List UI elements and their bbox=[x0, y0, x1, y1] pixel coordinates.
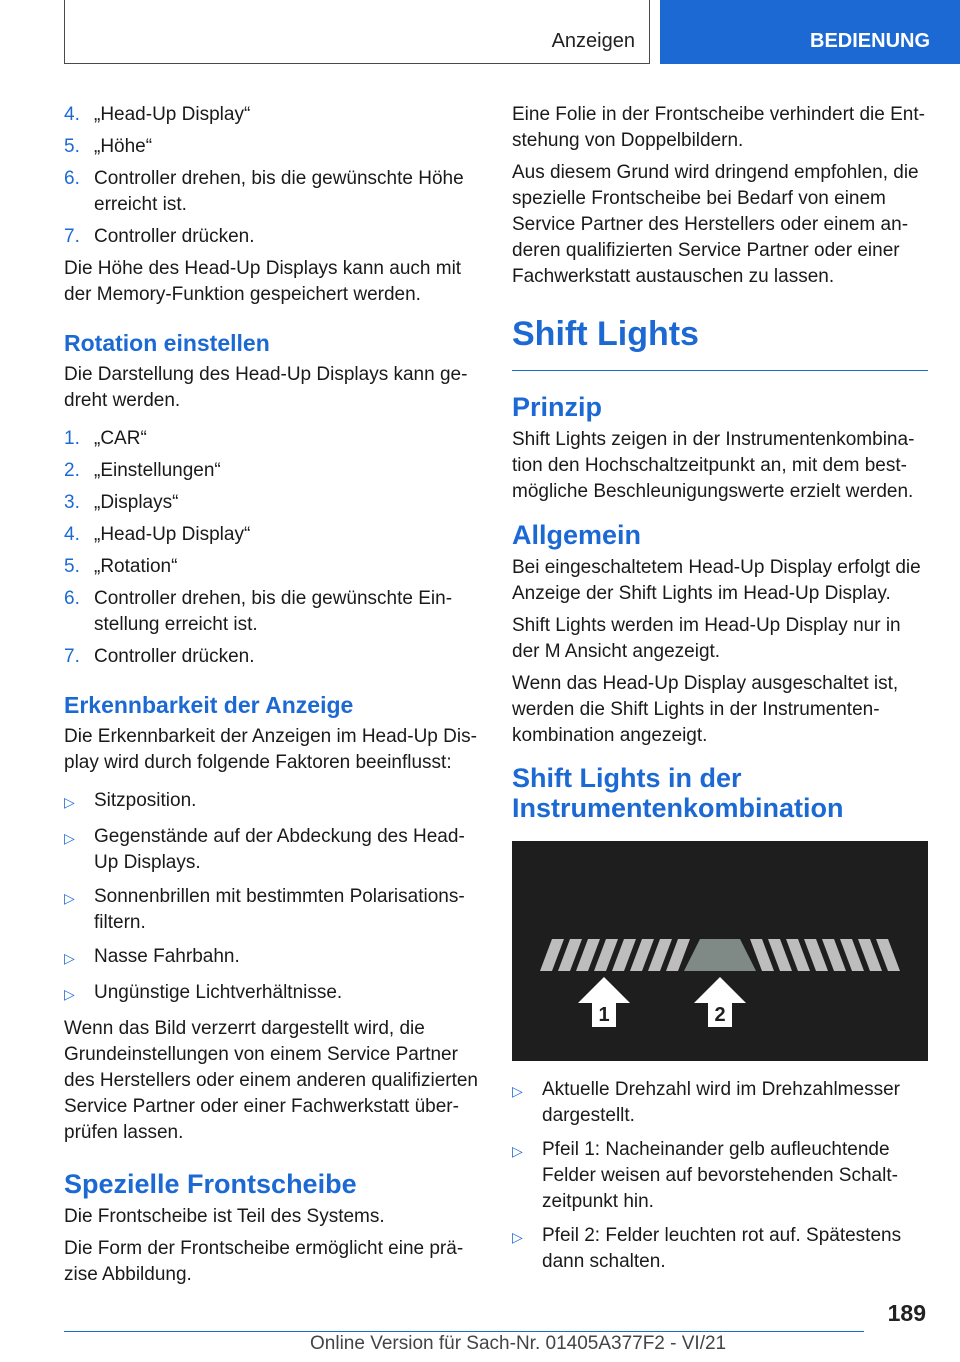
triangle-bullet-icon: ▷ bbox=[64, 986, 75, 1002]
list-item: ▷ Gegenstände auf der Abdeckung des Head-Up Displays. bbox=[64, 824, 478, 876]
steps-list-height bbox=[64, 102, 478, 250]
chapter-label: BEDIENUNG bbox=[810, 30, 931, 52]
section-label: Anzeigen bbox=[551, 30, 635, 52]
paragraph-memory: Die Höhe des Head-Up Displays kann auch mit der Memory-Funktion gespeichert werden. bbox=[64, 258, 462, 305]
step-item: 4. „Head-Up Display“ bbox=[64, 524, 251, 545]
chapter-tab bbox=[660, 0, 960, 64]
step-item: 6. Controller drehen, bis die gewünschte Einstellung erreicht ist. bbox=[64, 588, 453, 635]
step-item: 5. „Höhe“ bbox=[64, 136, 153, 157]
paragraph-empfehlung: Aus diesem Grund wird dringend empfohlen, die spezielle Frontscheibe bei Bedarf von einem Service Partner des Herstellers oder einem anderen qualifizierten Service Partner oder einer Fachwerkstatt austauschen zu lassen. bbox=[512, 162, 919, 287]
step-item: 2. „Einstellungen“ bbox=[64, 460, 221, 481]
header-box bbox=[64, 0, 650, 64]
heading-allgemein: Allgemein bbox=[512, 520, 642, 550]
left-column bbox=[64, 102, 478, 1294]
triangle-bullet-icon: ▷ bbox=[64, 890, 75, 906]
paragraph-rotation: Die Darstellung des Head-Up Displays kann gedreht werden. bbox=[64, 364, 468, 411]
step-item: 3. „Displays“ bbox=[64, 492, 179, 513]
footer-version: Online Version für Sach-Nr. 01405A377F2 - VI/21 bbox=[310, 1333, 727, 1354]
step-item: 7. Controller drücken. bbox=[64, 646, 255, 667]
step-item: 7. Controller drücken. bbox=[64, 226, 255, 247]
paragraph-prinzip: Shift Lights zeigen in der Instrumentenkombination den Hochschaltzeitpunkt an, mit dem bestmögliche Beschleunigungswerte erzielt werden. bbox=[512, 429, 915, 502]
paragraph-allgemein-2: Shift Lights werden im Head-Up Display nur in der M Ansicht angezeigt. bbox=[512, 615, 901, 662]
step-item: 5. „Rotation“ bbox=[64, 556, 178, 577]
steps-list-rotation bbox=[64, 426, 478, 670]
shift-lights-list bbox=[512, 1077, 928, 1275]
triangle-bullet-icon: ▷ bbox=[64, 794, 75, 810]
arrow-2-label: 2 bbox=[714, 1004, 726, 1026]
list-item: ▷ Pfeil 1: Nacheinander gelb aufleuchtende Felder weisen auf bevorstehenden Schaltzeitpunkt hin. bbox=[512, 1137, 928, 1215]
list-item: ▷ Nasse Fahrbahn. bbox=[64, 944, 478, 972]
paragraph-frontscheibe-1: Die Frontscheibe ist Teil des Systems. bbox=[64, 1206, 385, 1227]
list-item: ▷ Pfeil 2: Felder leuchten rot auf. Spätestens dann schalten. bbox=[512, 1223, 928, 1275]
heading-prinzip: Prinzip bbox=[512, 392, 603, 422]
footer-divider bbox=[64, 1331, 864, 1332]
heading-frontscheibe: Spezielle Frontscheibe bbox=[64, 1169, 357, 1199]
list-item: ▷ Ungünstige Lichtverhältnisse. bbox=[64, 980, 478, 1008]
heading-instrumentenkombination: Shift Lights in der Instrumentenkombination bbox=[512, 763, 844, 823]
list-item: ▷ Sonnenbrillen mit bestimmten Polarisationsfiltern. bbox=[64, 884, 478, 936]
triangle-bullet-icon: ▷ bbox=[512, 1143, 523, 1159]
paragraph-verzerrt: Wenn das Bild verzerrt dargestellt wird, die Grundeinstellungen von einem Service Partner des Herstellers oder einem anderen qualifizierten Service Partner oder einer Fachwerkstatt überprüfen lassen. bbox=[64, 1018, 479, 1143]
list-item: ▷ Aktuelle Drehzahl wird im Drehzahlmesser dargestellt. bbox=[512, 1077, 928, 1129]
triangle-bullet-icon: ▷ bbox=[512, 1229, 523, 1245]
step-item: 6. Controller drehen, bis die gewünschte Höhe erreicht ist. bbox=[64, 168, 464, 215]
paragraph-allgemein-3: Wenn das Head-Up Display ausgeschaltet ist, werden die Shift Lights in der Instrumentenkombination angezeigt. bbox=[512, 673, 899, 746]
triangle-bullet-icon: ▷ bbox=[64, 950, 75, 966]
right-column bbox=[512, 102, 928, 1283]
step-item: 4. „Head-Up Display“ bbox=[64, 104, 251, 125]
heading-rotation: Rotation einstellen bbox=[64, 330, 270, 356]
list-item: ▷ Sitzposition. bbox=[64, 788, 478, 816]
arrow-1-label: 1 bbox=[598, 1004, 610, 1026]
paragraph-allgemein-1: Bei eingeschaltetem Head-Up Display erfolgt die Anzeige der Shift Lights im Head-Up Display. bbox=[512, 557, 921, 604]
heading-erkennbarkeit: Erkennbarkeit der Anzeige bbox=[64, 692, 354, 718]
triangle-bullet-icon: ▷ bbox=[512, 1083, 523, 1099]
triangle-bullet-icon: ▷ bbox=[64, 830, 75, 846]
shift-lights-figure bbox=[512, 841, 928, 1061]
heading-shift-lights: Shift Lights bbox=[512, 312, 928, 371]
page-number: 189 bbox=[887, 1300, 926, 1326]
step-item: 1. „CAR“ bbox=[64, 428, 147, 449]
paragraph-erkennbarkeit: Die Erkennbarkeit der Anzeigen im Head-Up Display wird durch folgende Faktoren beeinflusst: bbox=[64, 726, 477, 773]
paragraph-folie: Eine Folie in der Frontscheibe verhindert die Entstehung von Doppelbildern. bbox=[512, 104, 925, 151]
paragraph-frontscheibe-2: Die Form der Frontscheibe ermöglicht eine präzise Abbildung. bbox=[64, 1238, 464, 1285]
factors-list bbox=[64, 788, 478, 1008]
